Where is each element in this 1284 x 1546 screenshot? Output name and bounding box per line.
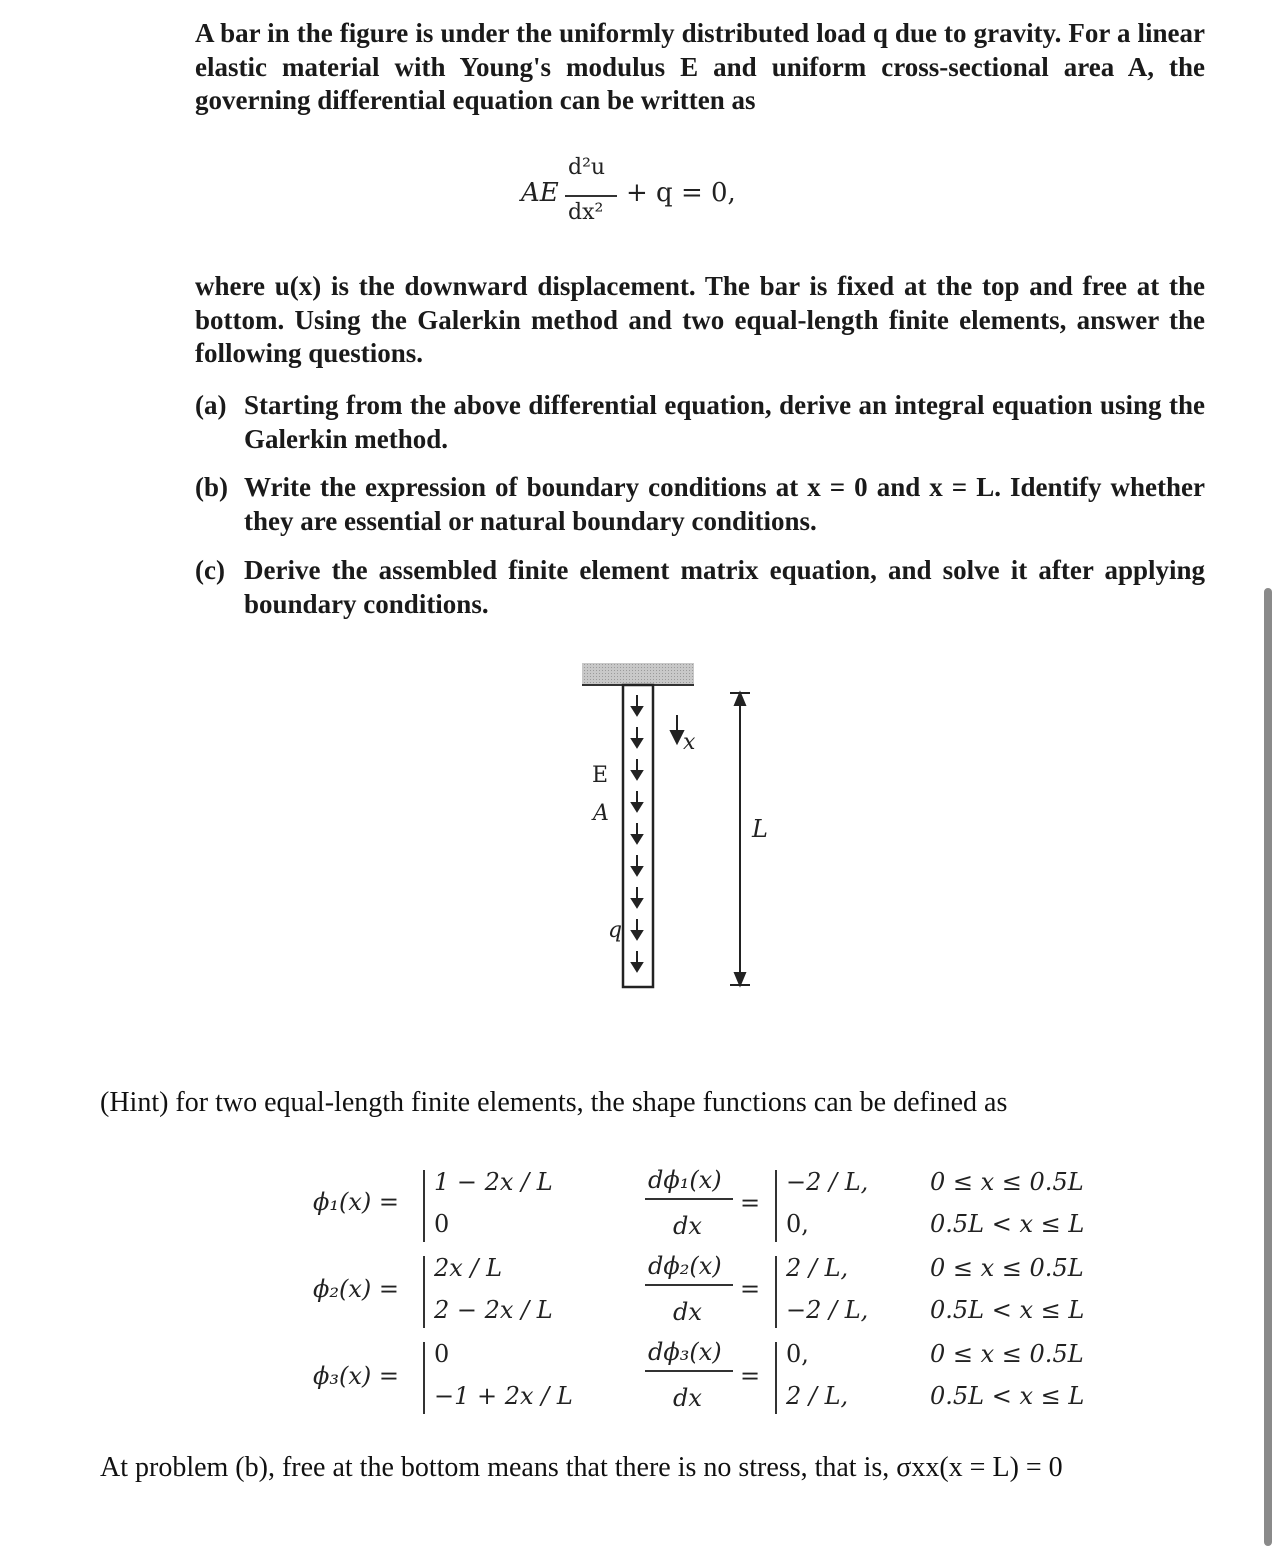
equals: =: [740, 1189, 761, 1217]
question-c: [195, 553, 1205, 621]
question-text: Starting from the above differential equation, derive an integral equation using the Galerkin method.: [244, 390, 1205, 454]
question-b: [195, 470, 1205, 538]
dphi1-case1: −2 / L,: [786, 1168, 869, 1196]
dphi3-den: dx: [673, 1384, 702, 1412]
brace: [423, 1342, 433, 1414]
vertical-scrollbar[interactable]: [1264, 588, 1272, 1546]
hint-text: (Hint) for two equal-length finite elements, the shape functions can be defined as: [100, 1087, 1008, 1118]
dphi3-case2: 2 / L,: [786, 1382, 849, 1410]
range2: 0.5L < x ≤ L: [930, 1210, 1085, 1238]
dphi1-num: dϕ₁(x): [648, 1166, 722, 1194]
label-q: q: [608, 918, 623, 943]
equation-lhs: AE: [521, 178, 559, 208]
equals: =: [740, 1275, 761, 1303]
question-label: (c): [195, 555, 225, 585]
phi1-label: ϕ₁(x) =: [313, 1188, 399, 1216]
question-label: (b): [195, 472, 228, 502]
phi2-case2: 2 − 2x / L: [434, 1296, 553, 1324]
equation-fraction-bar: [565, 195, 617, 197]
phi3-case2: −1 + 2x / L: [434, 1382, 573, 1410]
phi2-case1: 2x / L: [434, 1254, 503, 1282]
distributed-load-arrows: [632, 695, 642, 971]
brace: [775, 1170, 785, 1242]
dphi2-den: dx: [673, 1298, 702, 1326]
equals: =: [740, 1362, 761, 1390]
dphi3-num: dϕ₃(x): [648, 1338, 722, 1366]
range1: 0 ≤ x ≤ 0.5L: [930, 1168, 1084, 1196]
x-axis-arrow: [671, 715, 683, 743]
phi1-case2: 0: [434, 1210, 450, 1238]
dphi2-case1: 2 / L,: [786, 1254, 849, 1282]
fixed-support: [582, 663, 694, 685]
phi3-case1: 0: [434, 1340, 450, 1368]
intro-paragraph: A bar in the figure is under the uniformly distributed load q due to gravity. For a linear elastic material with Young's modulus E and uniform cross-sectional area A, the governing differential equation can be written as: [195, 18, 1205, 115]
fraction-bar: [645, 1370, 733, 1372]
label-E: E: [592, 763, 609, 788]
brace: [423, 1170, 433, 1242]
phi1-case1: 1 − 2x / L: [434, 1168, 553, 1196]
question-label: (a): [195, 390, 227, 420]
label-L: L: [752, 815, 768, 843]
phi3-label: ϕ₃(x) =: [313, 1362, 399, 1390]
length-dimension: [730, 693, 750, 985]
dphi2-num: dϕ₂(x): [648, 1252, 722, 1280]
phi2-label: ϕ₂(x) =: [313, 1275, 399, 1303]
bar-figure: [560, 655, 780, 1000]
dphi1-den: dx: [673, 1212, 702, 1240]
where-paragraph: where u(x) is the downward displacement. The bar is fixed at the top and free at the bottom. Using the Galerkin method and two equal-length finite elements, answer the following questions.: [195, 271, 1205, 368]
label-A: A: [593, 801, 609, 826]
footer-note: At problem (b), free at the bottom means that there is no stress, that is, σxx(x = L) = 0: [100, 1452, 1063, 1483]
label-x: x: [683, 730, 696, 755]
equation-numerator: d²u: [568, 155, 606, 180]
question-a: [195, 388, 1205, 456]
dphi1-case2: 0,: [786, 1210, 809, 1238]
brace: [423, 1256, 433, 1328]
brace: [775, 1256, 785, 1328]
fraction-bar: [645, 1198, 733, 1200]
fraction-bar: [645, 1284, 733, 1286]
question-text: Write the expression of boundary conditions at x = 0 and x = L. Identify whether they are essential or natural boundary conditions.: [244, 472, 1205, 536]
range1: 0 ≤ x ≤ 0.5L: [930, 1340, 1084, 1368]
range2: 0.5L < x ≤ L: [930, 1382, 1085, 1410]
question-text: Derive the assembled finite element matrix equation, and solve it after applying boundary conditions.: [244, 555, 1205, 619]
range1: 0 ≤ x ≤ 0.5L: [930, 1254, 1084, 1282]
equation-denominator: dx²: [568, 200, 604, 225]
equation-rhs: + q = 0,: [626, 178, 736, 208]
dphi3-case1: 0,: [786, 1340, 809, 1368]
brace: [775, 1342, 785, 1414]
range2: 0.5L < x ≤ L: [930, 1296, 1085, 1324]
dphi2-case2: −2 / L,: [786, 1296, 869, 1324]
